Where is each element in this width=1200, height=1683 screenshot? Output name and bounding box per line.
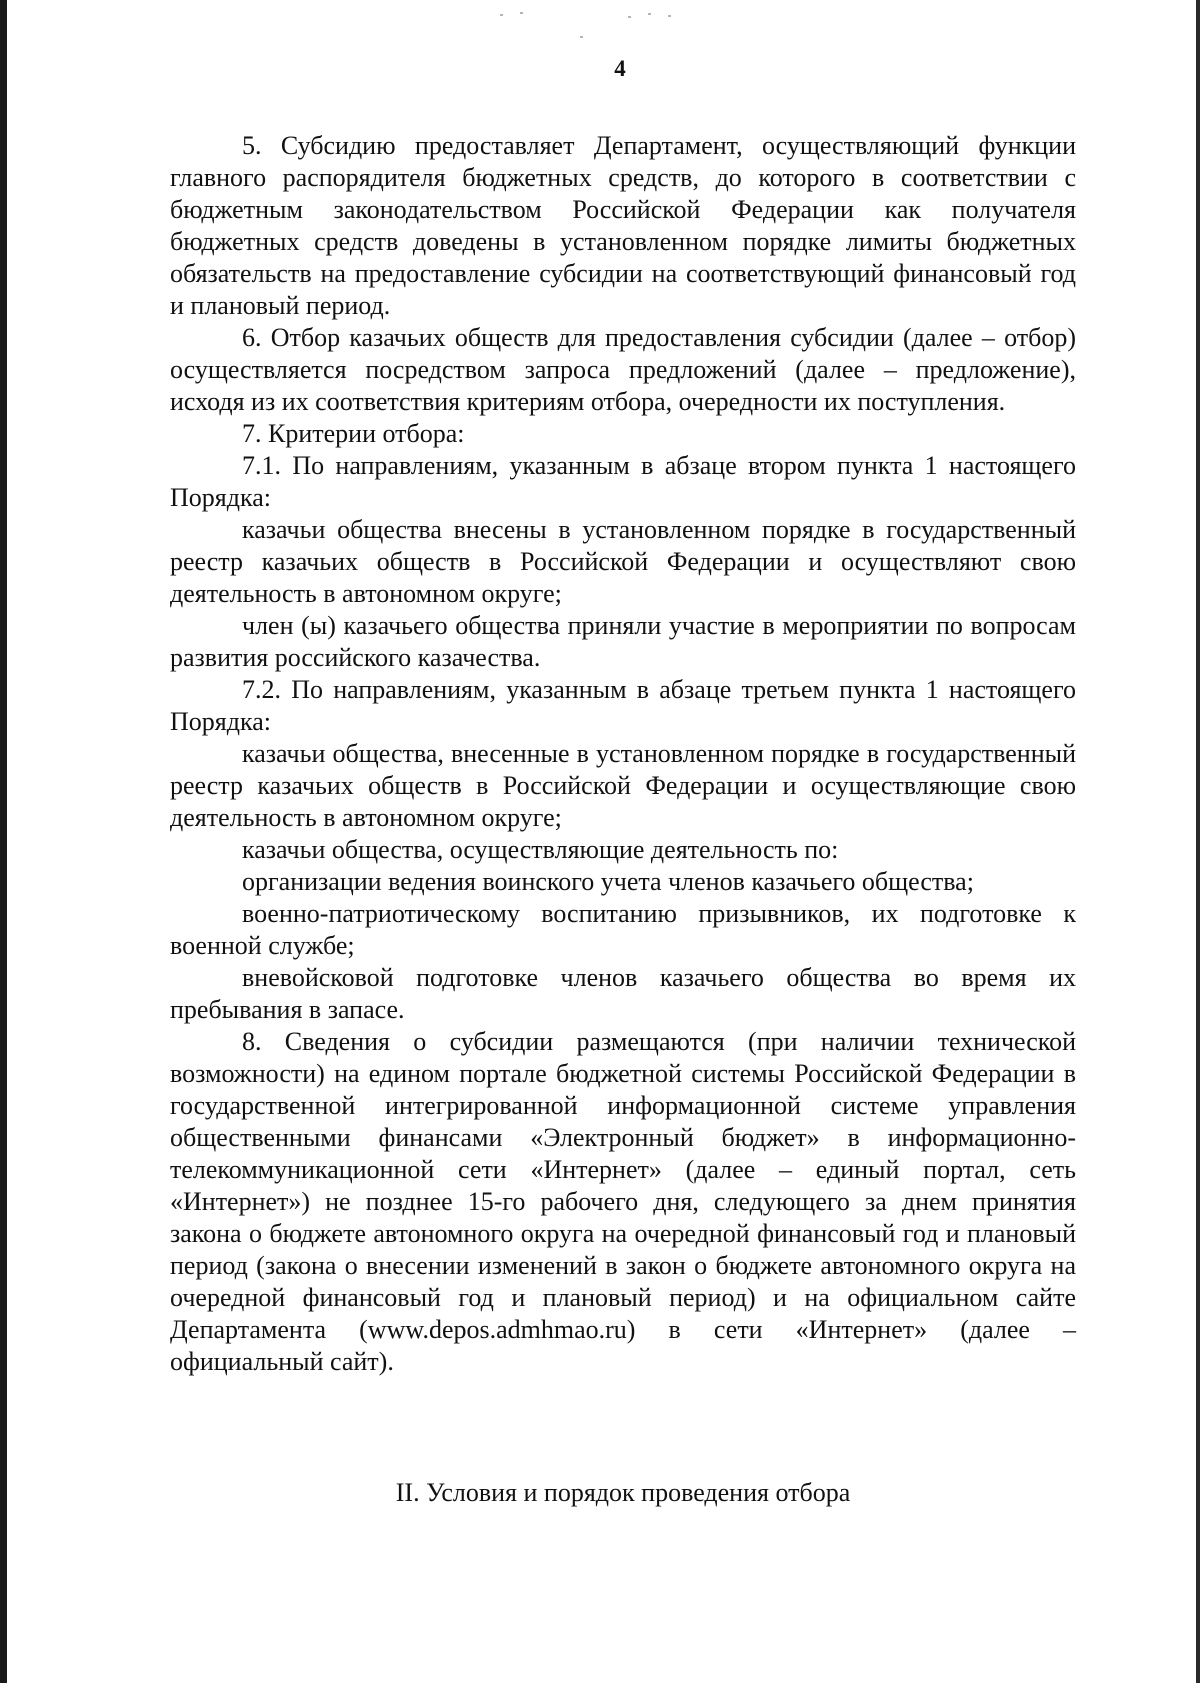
paragraph-7-1: 7.1. По направлениям, указанным в абзаце втором пункта 1 настоящего Порядка: (170, 451, 1076, 512)
activity-item-military-registration: организации ведения воинского учета членов казачьего общества; (242, 867, 974, 896)
scan-noise (480, 6, 740, 26)
paragraph-5: 5. Субсидию предоставляет Департамент, осуществляющий функции главного распорядителя бюджетных средств, до которого в соответствии с бюджетным законодательством Российской Федерации как получателя бюджетных средств доведены в установленном порядке лимиты бюджетных обязательств на предоставление субсидии на соответствующий финансовый год и плановый период. (170, 131, 1076, 320)
paragraph-7-1-criterion-b: член (ы) казачьего общества приняли участие в мероприятии по вопросам развития российского казачества. (170, 611, 1076, 672)
scan-left-border (0, 0, 7, 1683)
page-number: 4 (614, 56, 626, 81)
scan-right-border (1196, 0, 1200, 1683)
paragraph-7: 7. Критерии отбора: (242, 419, 465, 448)
paragraph-7-2-criterion-a: казачьи общества, внесенные в установленном порядке в государственный реестр казачьих обществ в Российской Федерации и осуществляющие свою деятельность в автономном округе; (170, 739, 1076, 832)
document-body (170, 130, 1076, 1378)
section-heading: II. Условия и порядок проведения отбора (395, 1478, 851, 1507)
activity-item-reserve-training: вневойсковой подготовке членов казачьего общества во время их пребывания в запасе. (170, 963, 1076, 1024)
activity-item-patriotic-education: военно-патриотическому воспитанию призывников, их подготовке к военной службе; (170, 899, 1076, 960)
paragraph-7-1-criterion-a: казачьи общества внесены в установленном порядке в государственный реестр казачьих обществ в Российской Федерации и осуществляют свою деятельность в автономном округе; (170, 515, 1076, 608)
paragraph-6: 6. Отбор казачьих обществ для предоставления субсидии (далее – отбор) осуществляется посредством запроса предложений (далее – предложение), исходя из их соответствия критериям отбора, очередности их поступления. (170, 323, 1076, 416)
paragraph-7-2: 7.2. По направлениям, указанным в абзаце третьем пункта 1 настоящего Порядка: (170, 675, 1076, 736)
paragraph-8: 8. Сведения о субсидии размещаются (при наличии технической возможности) на едином портале бюджетной системы Российской Федерации в государственной интегрированной информационной системе управления общественными финансами «Электронный бюджет» в информационно-телекоммуникационной сети «Интернет» (далее – единый портал, сеть «Интернет») не позднее 15-го рабочего дня, следующего за днем принятия закона о бюджете автономного округа на очередной финансовый год и плановый период (закона о внесении изменений в закон о бюджете автономного округа на очередной финансовый год и плановый период) и на официальном сайте Департамента (www.depos.admhmao.ru) в сети «Интернет» (далее – официальный сайт). (170, 1027, 1076, 1376)
paragraph-7-2-criterion-b: казачьи общества, осуществляющие деятельность по: (242, 835, 839, 864)
